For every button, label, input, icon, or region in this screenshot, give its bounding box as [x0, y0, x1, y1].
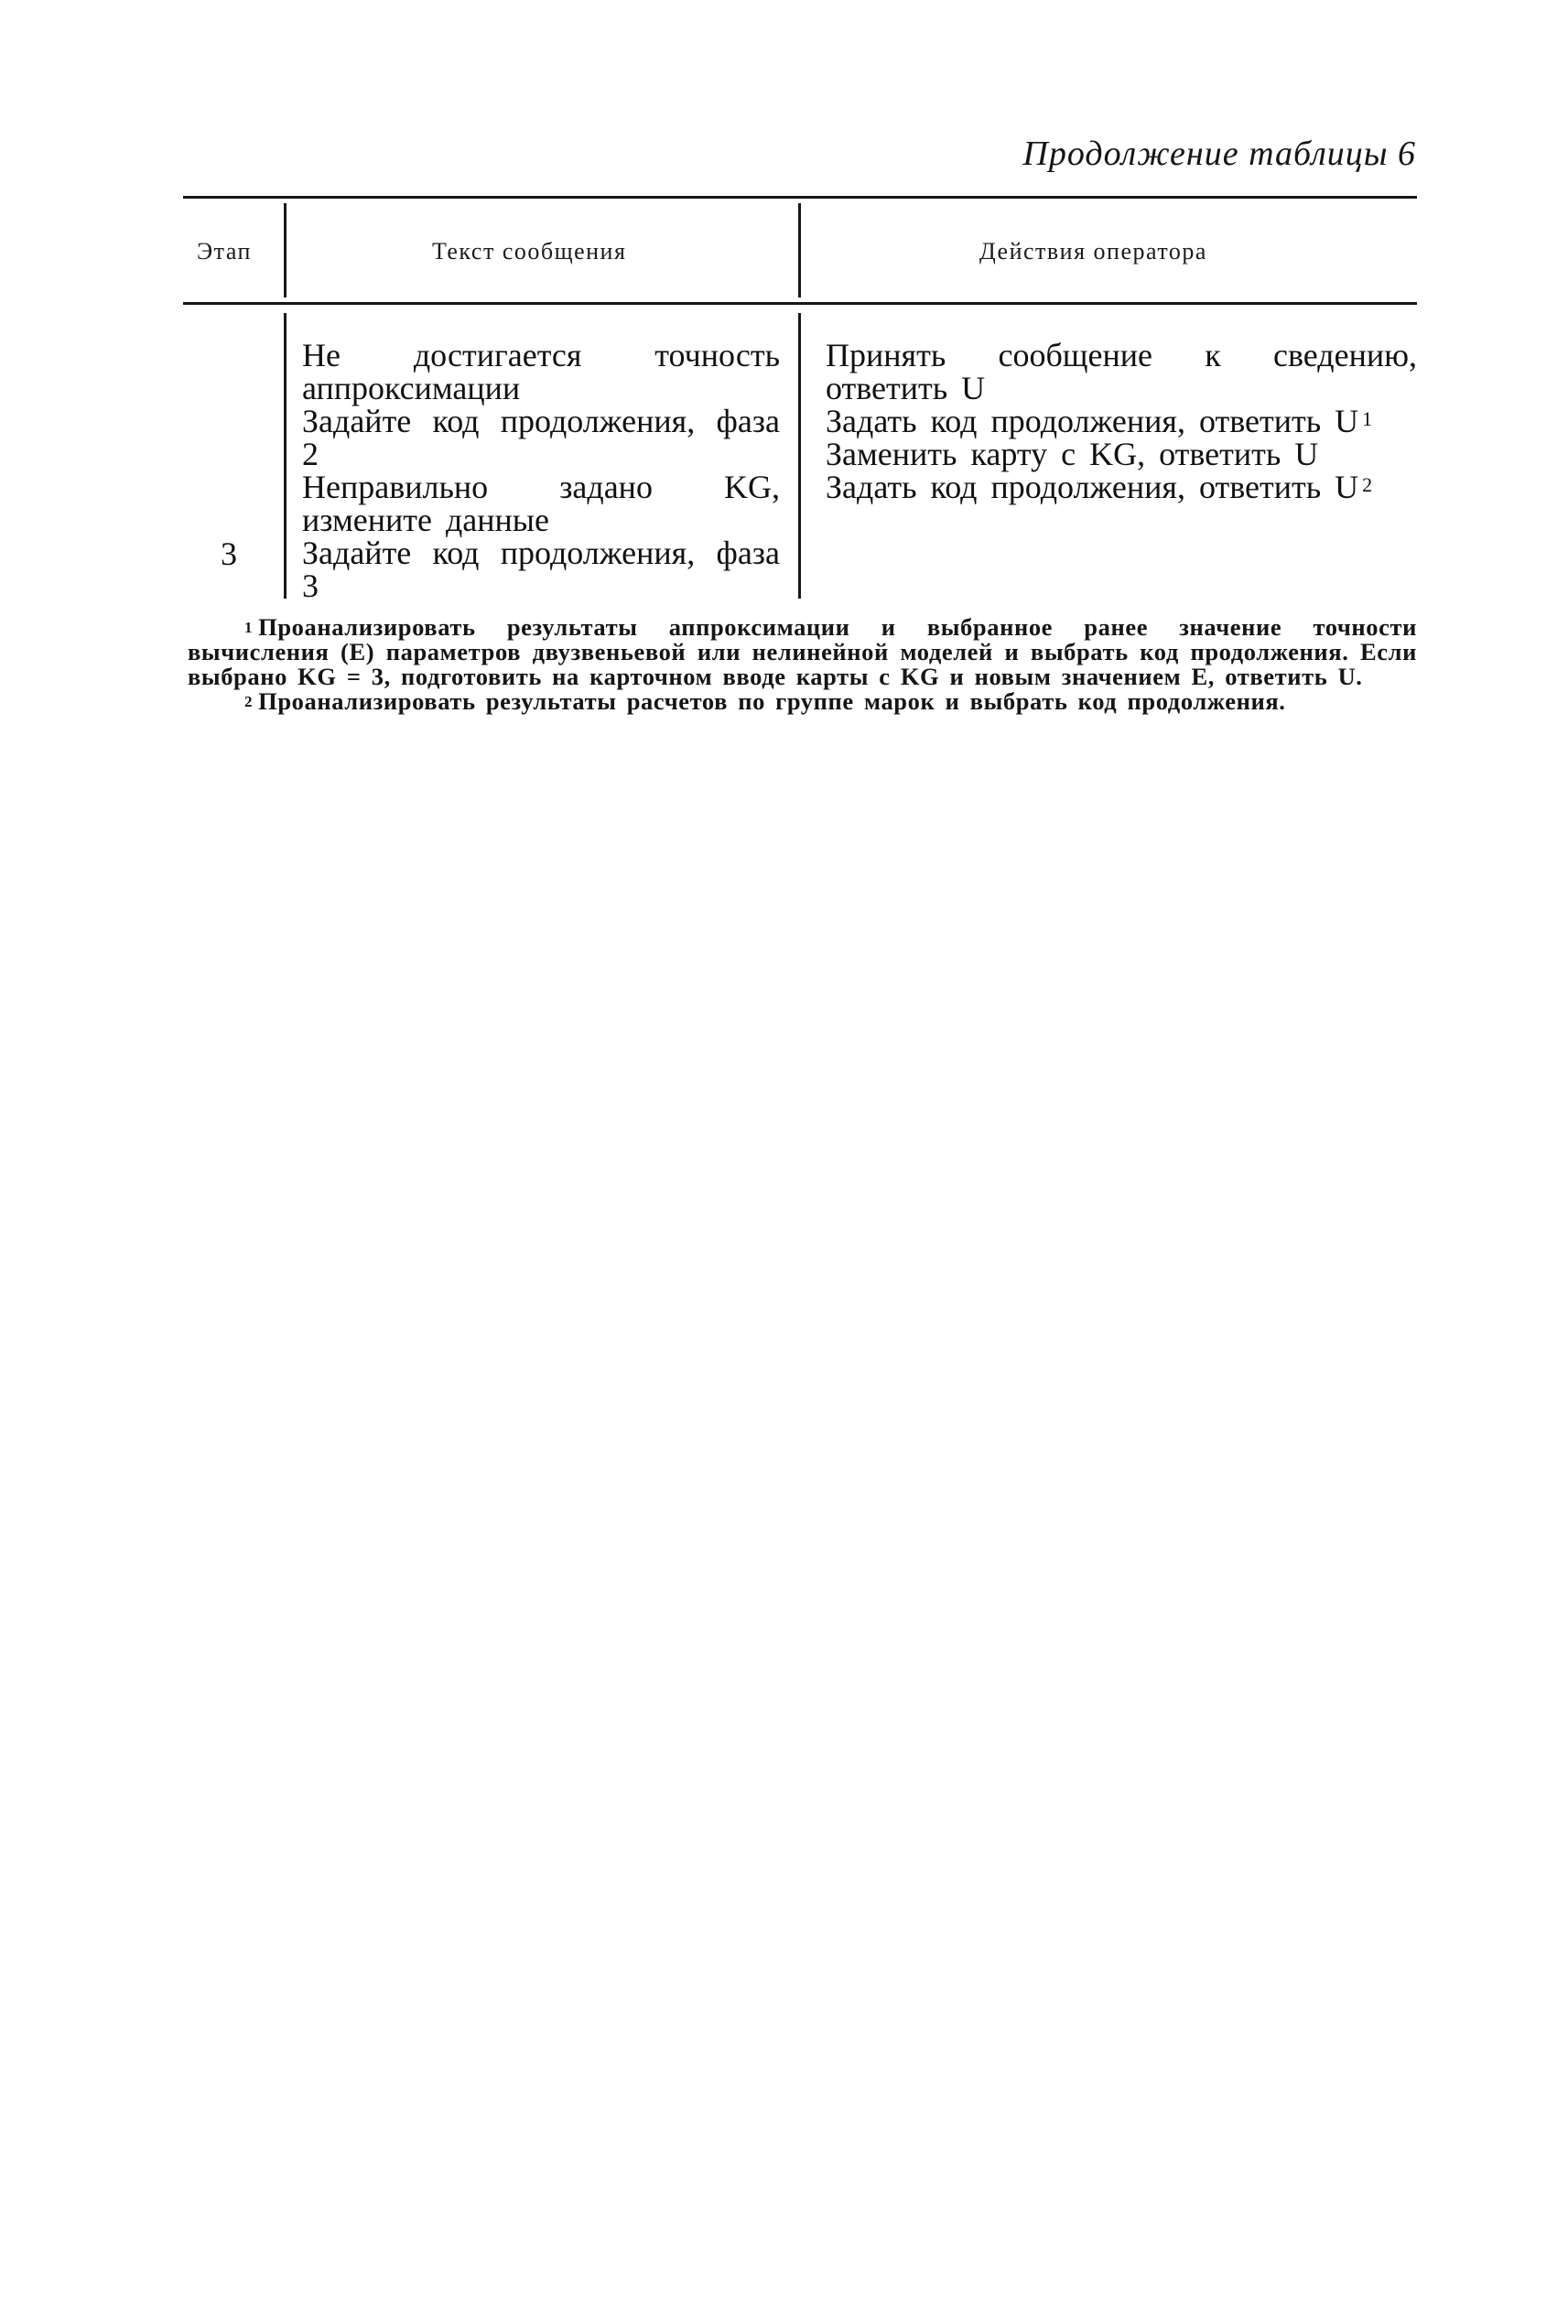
- action-entry: [826, 438, 1417, 470]
- stage-number: 3: [221, 535, 237, 572]
- message-entry: Задайте код продолжения, фаза 2: [302, 403, 780, 472]
- message-column: [302, 339, 780, 602]
- footnote-text: Проанализировать результаты аппроксимации и выбранное ранее значение точности вычисления (E) параметров двузвеньевой или нелинейной моделей и выбрать код продолжения. Если выбрано KG = 3, подготовить на карточном вводе карты с KG и новым значением E, ответить U.: [188, 613, 1417, 690]
- column-divider: [798, 313, 801, 599]
- action-column: [826, 339, 1417, 503]
- footnote: [188, 689, 1417, 714]
- table-header-rule: [183, 302, 1417, 305]
- footnote-reference: 2: [1362, 473, 1373, 496]
- action-text: Заменить карту с KG, ответить U: [826, 436, 1319, 472]
- header-operator-actions: Действия оператора: [979, 238, 1207, 265]
- action-text: Принять сообщение к сведению, ответить U: [826, 337, 1417, 406]
- message-entry: Задайте код продолжения, фаза 3: [302, 535, 780, 604]
- footnote: [188, 615, 1417, 689]
- footnote-mark: 1: [244, 619, 254, 636]
- action-text: Задать код продолжения, ответить U: [826, 403, 1359, 439]
- column-divider: [798, 203, 801, 297]
- action-entry: [826, 405, 1417, 438]
- action-entry: [826, 339, 1417, 405]
- action-text: Задать код продолжения, ответить U: [826, 469, 1359, 505]
- footnote-mark: 2: [244, 693, 254, 710]
- column-divider: [284, 313, 287, 599]
- footnote-text: Проанализировать результаты расчетов по группе марок и выбрать код продолжения.: [258, 687, 1286, 715]
- footnote-reference: 1: [1362, 407, 1373, 430]
- footnotes: [188, 615, 1417, 714]
- column-divider: [284, 203, 287, 297]
- message-entry: Не достигается точность аппроксимации: [302, 337, 780, 406]
- message-entry: Неправильно задано KG, измените данные: [302, 469, 780, 538]
- header-stage: Этап: [197, 238, 252, 265]
- header-message-text: Текст сообщения: [432, 238, 627, 265]
- table-continuation-caption: Продолжение таблицы 6: [1022, 135, 1416, 173]
- action-entry: [826, 470, 1417, 503]
- table-top-rule: [183, 196, 1417, 199]
